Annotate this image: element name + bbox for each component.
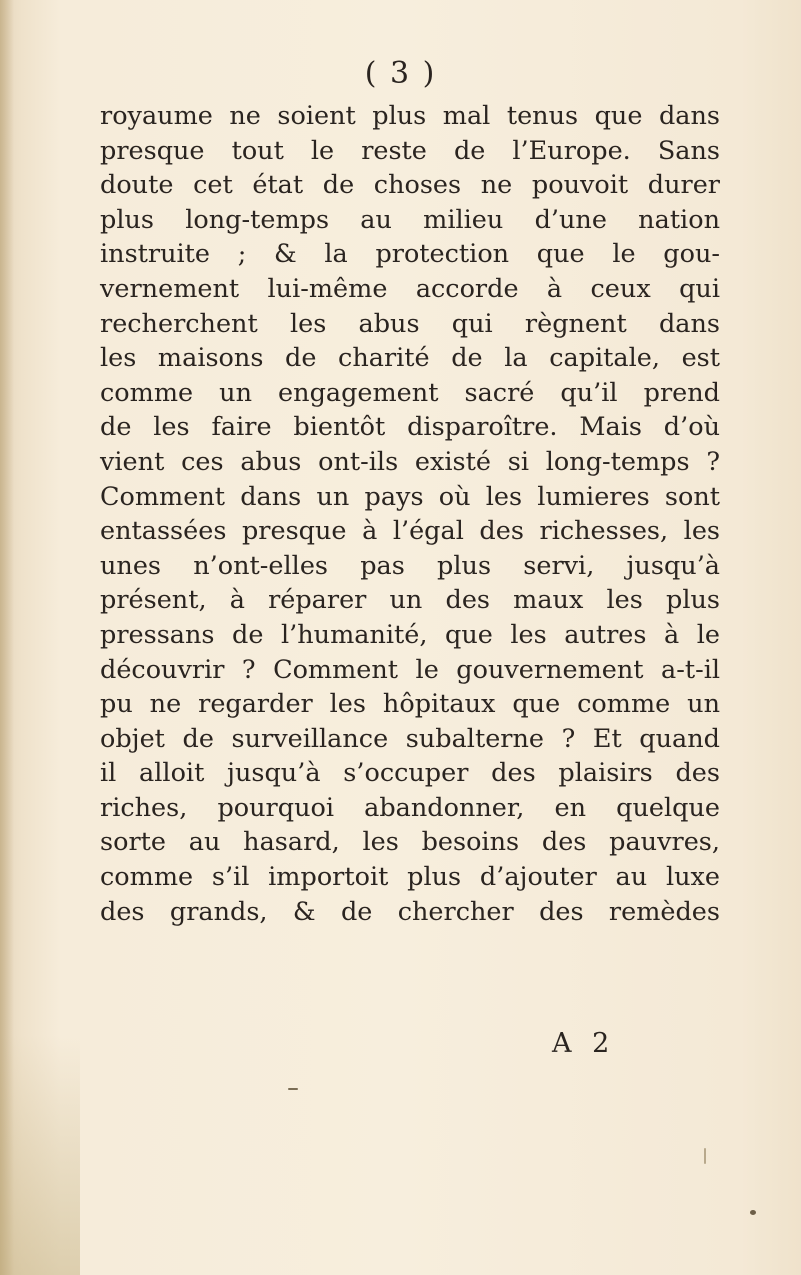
ink-speck [704,1148,706,1164]
text-line: sorte au hasard, les besoins des pauvres, [100,827,720,858]
text-line: doute cet état de choses ne pouvoit durer [100,170,720,201]
text-line: découvrir ? Comment le gouvernement a-t-il [100,654,720,685]
text-line: comme un engagement sacré qu’il prend [100,377,720,408]
text-line: entassées presque à l’égal des richesses, les [100,516,720,547]
paper-stain [0,1035,80,1275]
text-line: pressans de l’humanité, que les autres à le [100,619,720,650]
ink-speck [750,1210,756,1215]
text-line: il alloit jusqu’à s’occuper des plaisirs des [100,758,720,789]
text-line: riches, pourquoi abandonner, en quelque [100,792,720,823]
text-line: vient ces abus ont-ils existé si long-temps ? [100,446,720,477]
text-line: comme s’il importoit plus d’ajouter au luxe [100,862,720,893]
text-line: objet de surveillance subalterne ? Et quand [100,723,720,754]
text-line: vernement lui-même accorde à ceux qui [100,273,720,304]
text-line: presque tout le reste de l’Europe. Sans [100,135,720,166]
text-line: unes n’ont-elles pas plus servi, jusqu’à [100,550,720,581]
ink-speck [288,1088,298,1090]
text-line: pu ne regarder les hôpitaux que comme un [100,689,720,720]
text-line: instruite ; & la protection que le gou- [100,239,720,270]
text-line: plus long-temps au milieu d’une nation [100,204,720,235]
text-line: recherchent les abus qui règnent dans [100,308,720,339]
page-number: ( 3 ) [364,56,437,91]
signature-mark: A 2 [552,1028,616,1059]
text-line: royaume ne soient plus mal tenus que dans [100,101,720,131]
text-line: présent, à réparer un des maux les plus [100,585,720,616]
text-line: des grands, & de chercher des remèdes [100,896,720,927]
text-line: de les faire bientôt disparoître. Mais d’où [100,412,720,443]
text-line: les maisons de charité de la capitale, est [100,343,720,374]
body-text [100,99,720,929]
text-line: Comment dans un pays où les lumieres sont [100,481,720,512]
